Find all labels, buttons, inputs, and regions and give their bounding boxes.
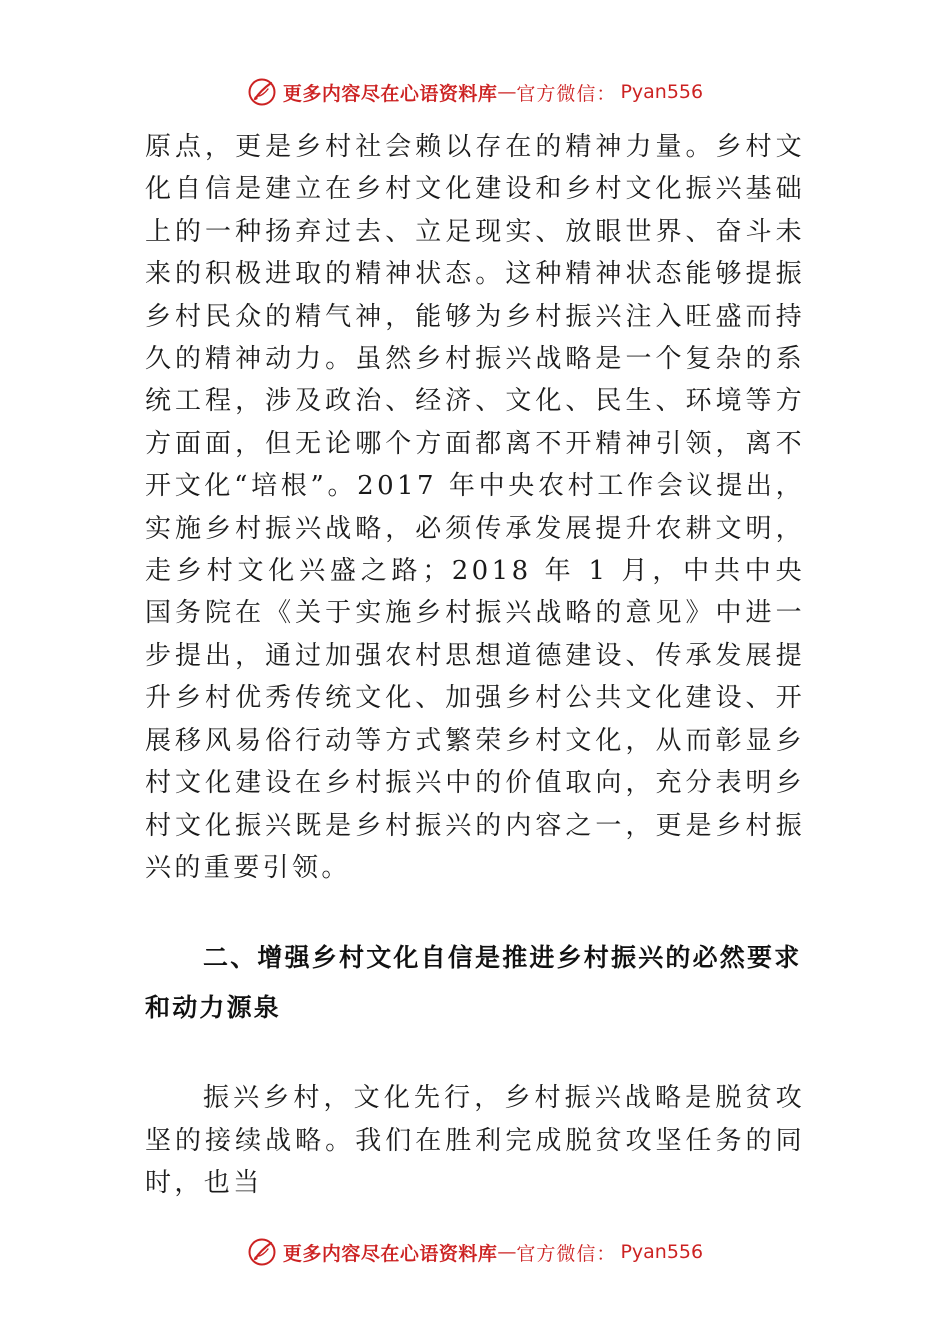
watermark-separator: — [497, 81, 517, 103]
paragraph-spacer [145, 1033, 805, 1077]
watermark-label: 官方微信： [516, 1242, 617, 1265]
watermark-brand: 更多内容尽在心语资料库 [282, 82, 498, 105]
watermark-account: Pyan556 [620, 81, 704, 103]
document-body [145, 126, 805, 1205]
quill-logo-icon [247, 1237, 277, 1267]
body-paragraph-1: 原点，更是乡村社会赖以存在的精神力量。乡村文化自信是建立在乡村文化建设和乡村文化振兴基础上的一种扬弃过去、立足现实、放眼世界、奋斗未来的积极进取的精神状态。这种精神状态能够提振乡村民众的精气神，能够为乡村振兴注入旺盛而持久的精神动力。虽然乡村振兴战略是一个复杂的系统工程，涉及政治、经济、文化、民生、环境等方方面面，但无论哪个方面都离不开精神引领，离不开文化“培根”。2017 年中央农村工作会议提出，实施乡村振兴战略，必须传承发展提升农耕文明，走乡村文化兴盛之路；2018 年 1 月，中共中央国务院在《关于实施乡村振兴战略的意见》中进一步提出，通过加强农村思想道德建设、传承发展提升乡村优秀传统文化、加强乡村公共文化建设、开展移风易俗行动等方式繁荣乡村文化，从而彰显乡村文化建设在乡村振兴中的价值取向，充分表明乡村文化振兴既是乡村振兴的内容之一，更是乡村振兴的重要引领。 [145, 132, 805, 883]
watermark-header [0, 72, 950, 112]
watermark-brand: 更多内容尽在心语资料库 [282, 1242, 498, 1265]
section-heading: 二、增强乡村文化自信是推进乡村振兴的必然要求和动力源泉 [145, 943, 802, 1023]
quill-logo-icon [247, 77, 277, 107]
body-paragraph-2: 振兴乡村，文化先行，乡村振兴战略是脱贫攻坚的接续战略。我们在胜利完成脱贫攻坚任务的同时，也当 [145, 1083, 805, 1199]
watermark-separator: — [497, 1241, 517, 1263]
watermark-label: 官方微信： [516, 82, 617, 105]
watermark-account: Pyan556 [620, 1241, 704, 1263]
watermark-footer [0, 1232, 950, 1272]
paragraph-spacer [145, 889, 805, 933]
